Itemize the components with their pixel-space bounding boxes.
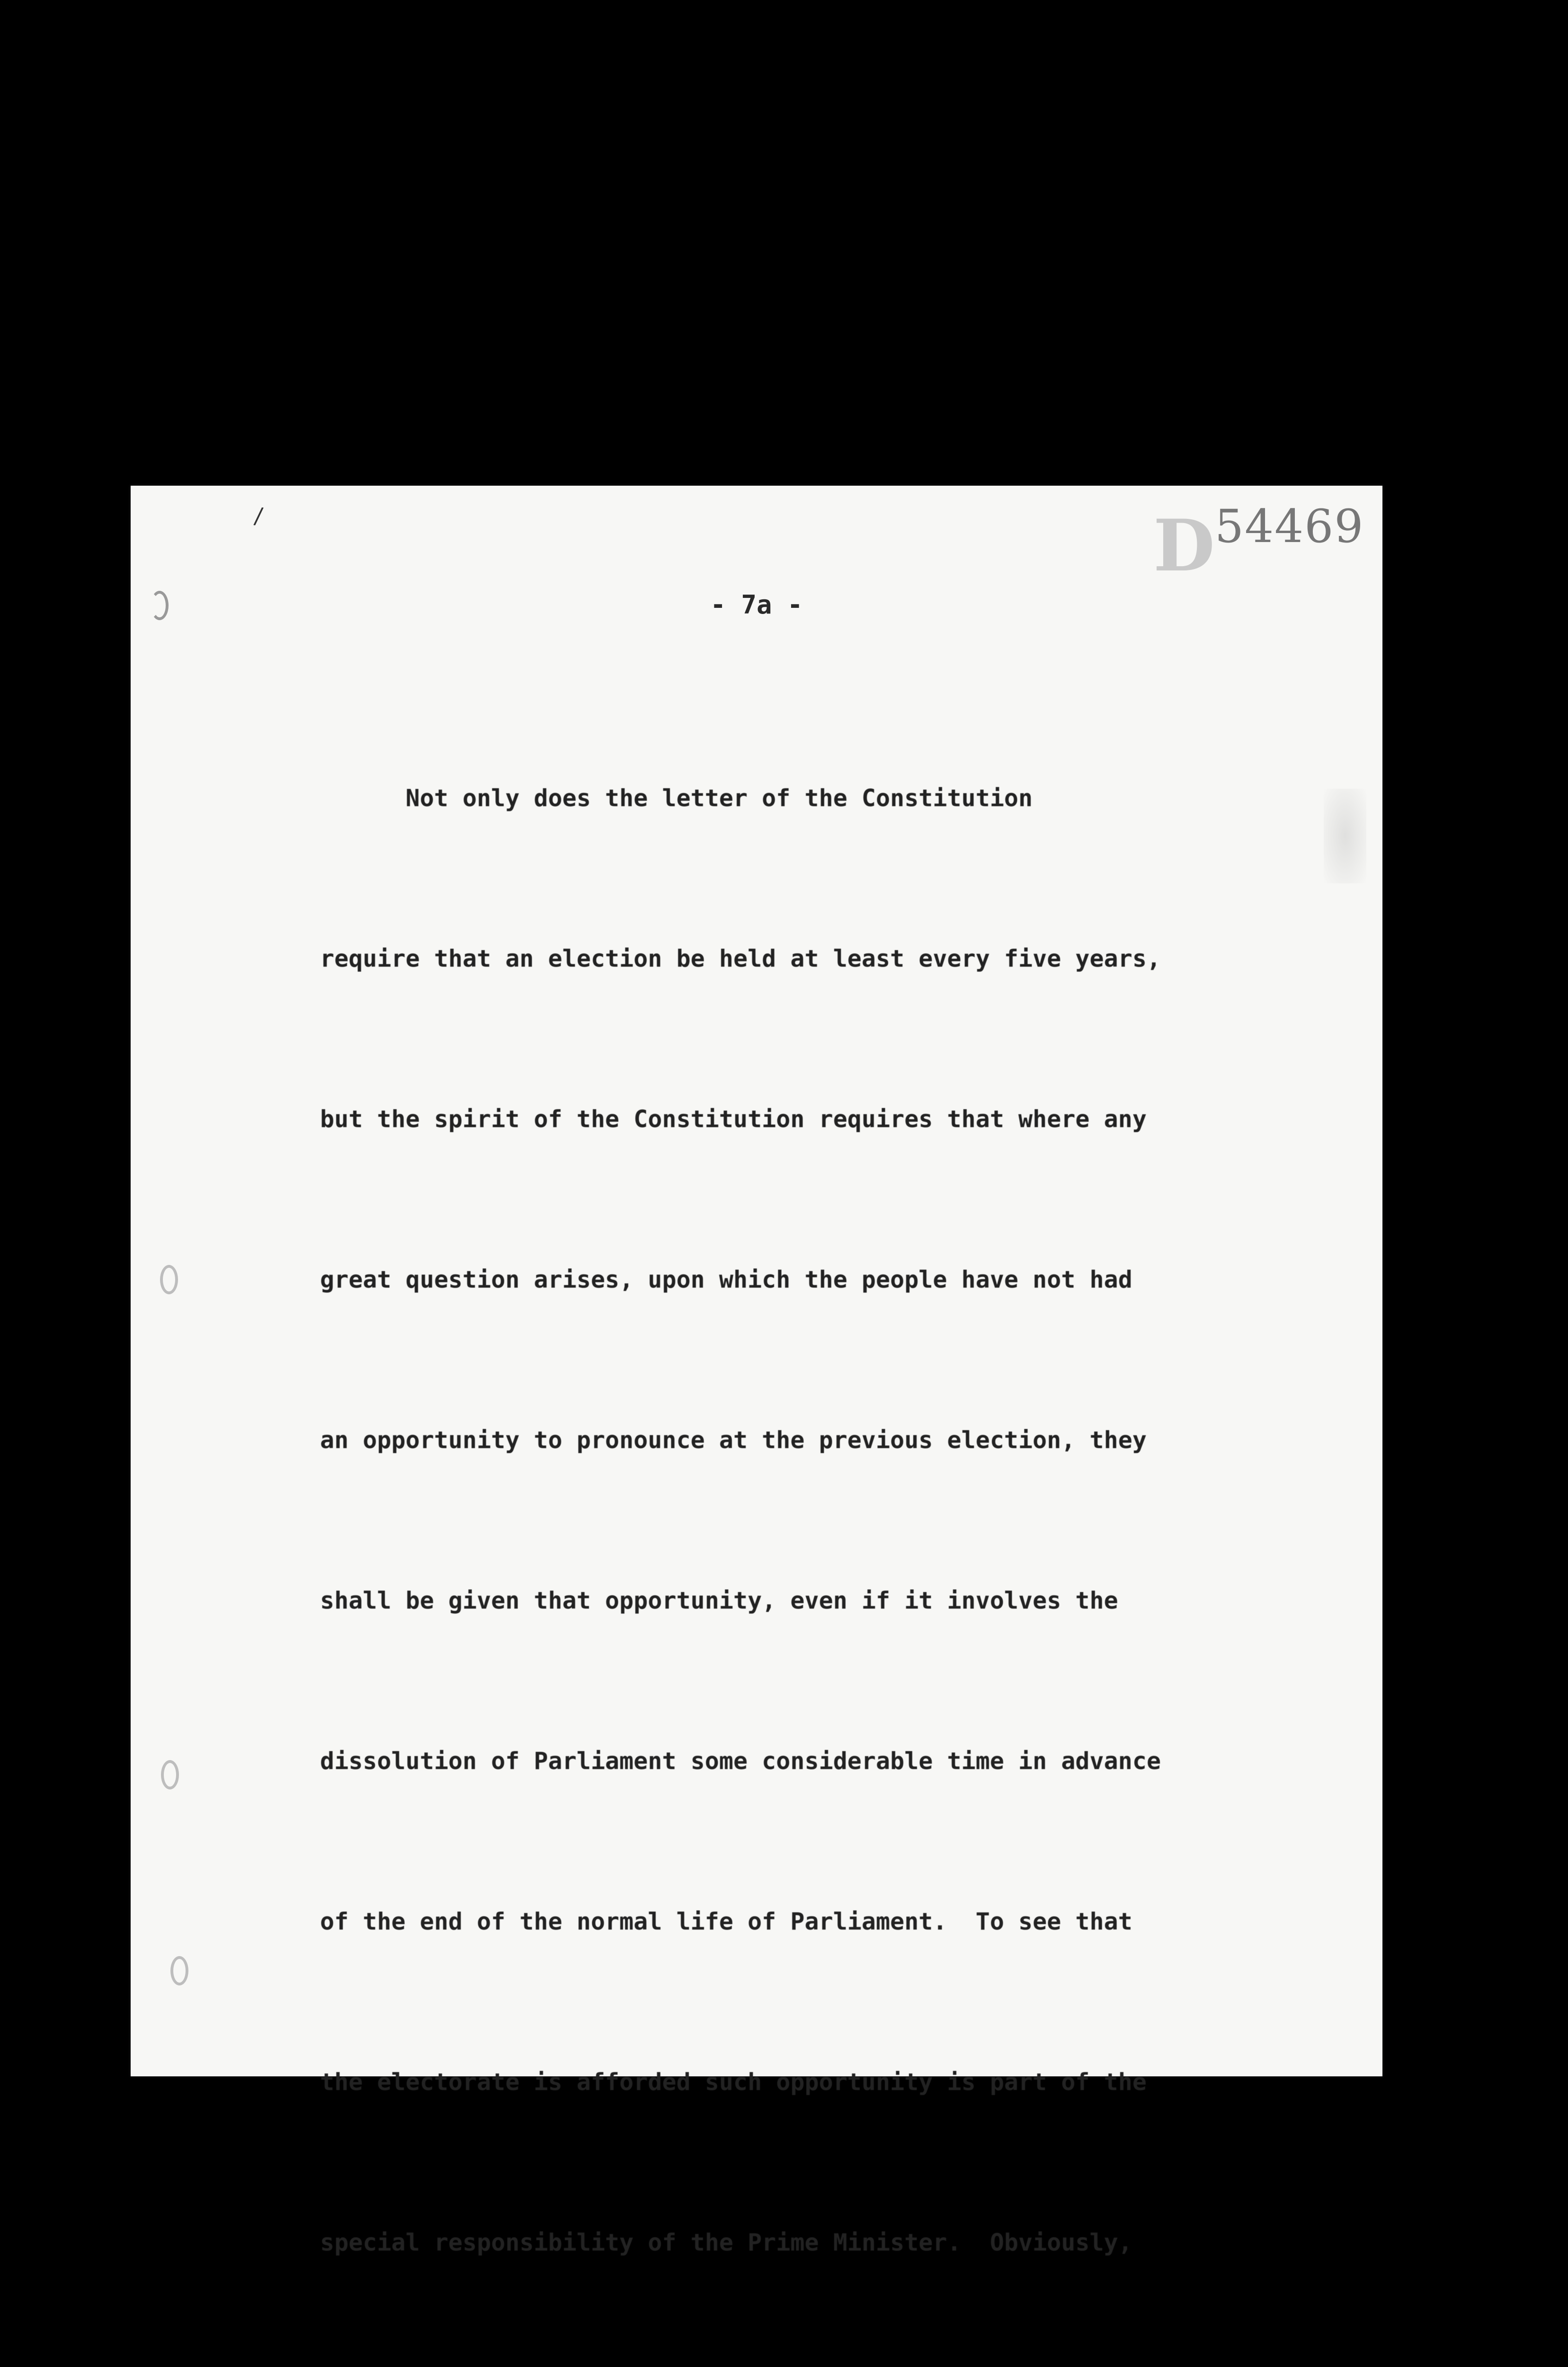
text-line: of the end of the normal life of Parliament. To see that [320,1908,1132,1935]
punch-hole-mark [161,1760,179,1789]
text-line: Not only does the letter of the Constitution [320,784,1033,812]
text-line: require that an election be held at least every five years, [320,945,1161,972]
paper-smudge [1324,789,1366,883]
page-number: - 7a - [710,590,803,620]
text-line: great question arises, upon which the people have not had [320,1266,1132,1293]
text-line: dissolution of Parliament some considerable time in advance [320,1747,1161,1775]
text-line: special responsibility of the Prime Minister. Obviously, [320,2229,1132,2256]
typed-paragraph [320,665,1324,2367]
corner-mark: / [253,502,264,530]
document-page [131,486,1382,2256]
text-line: shall be given that opportunity, even if it involves the [320,1587,1118,1614]
text-line: the electorate is afforded such opportunity is part of the [320,2068,1147,2096]
punch-hole-mark [151,591,169,620]
archive-stamp-letter: D [1153,504,1215,587]
punch-hole-mark [170,1956,188,1985]
text-line: but the spirit of the Constitution requires that where any [320,1105,1147,1133]
archive-stamp-number: 54469 [1215,500,1364,553]
punch-hole-mark [160,1265,178,1294]
text-line: an opportunity to pronounce at the previous election, they [320,1426,1147,1454]
